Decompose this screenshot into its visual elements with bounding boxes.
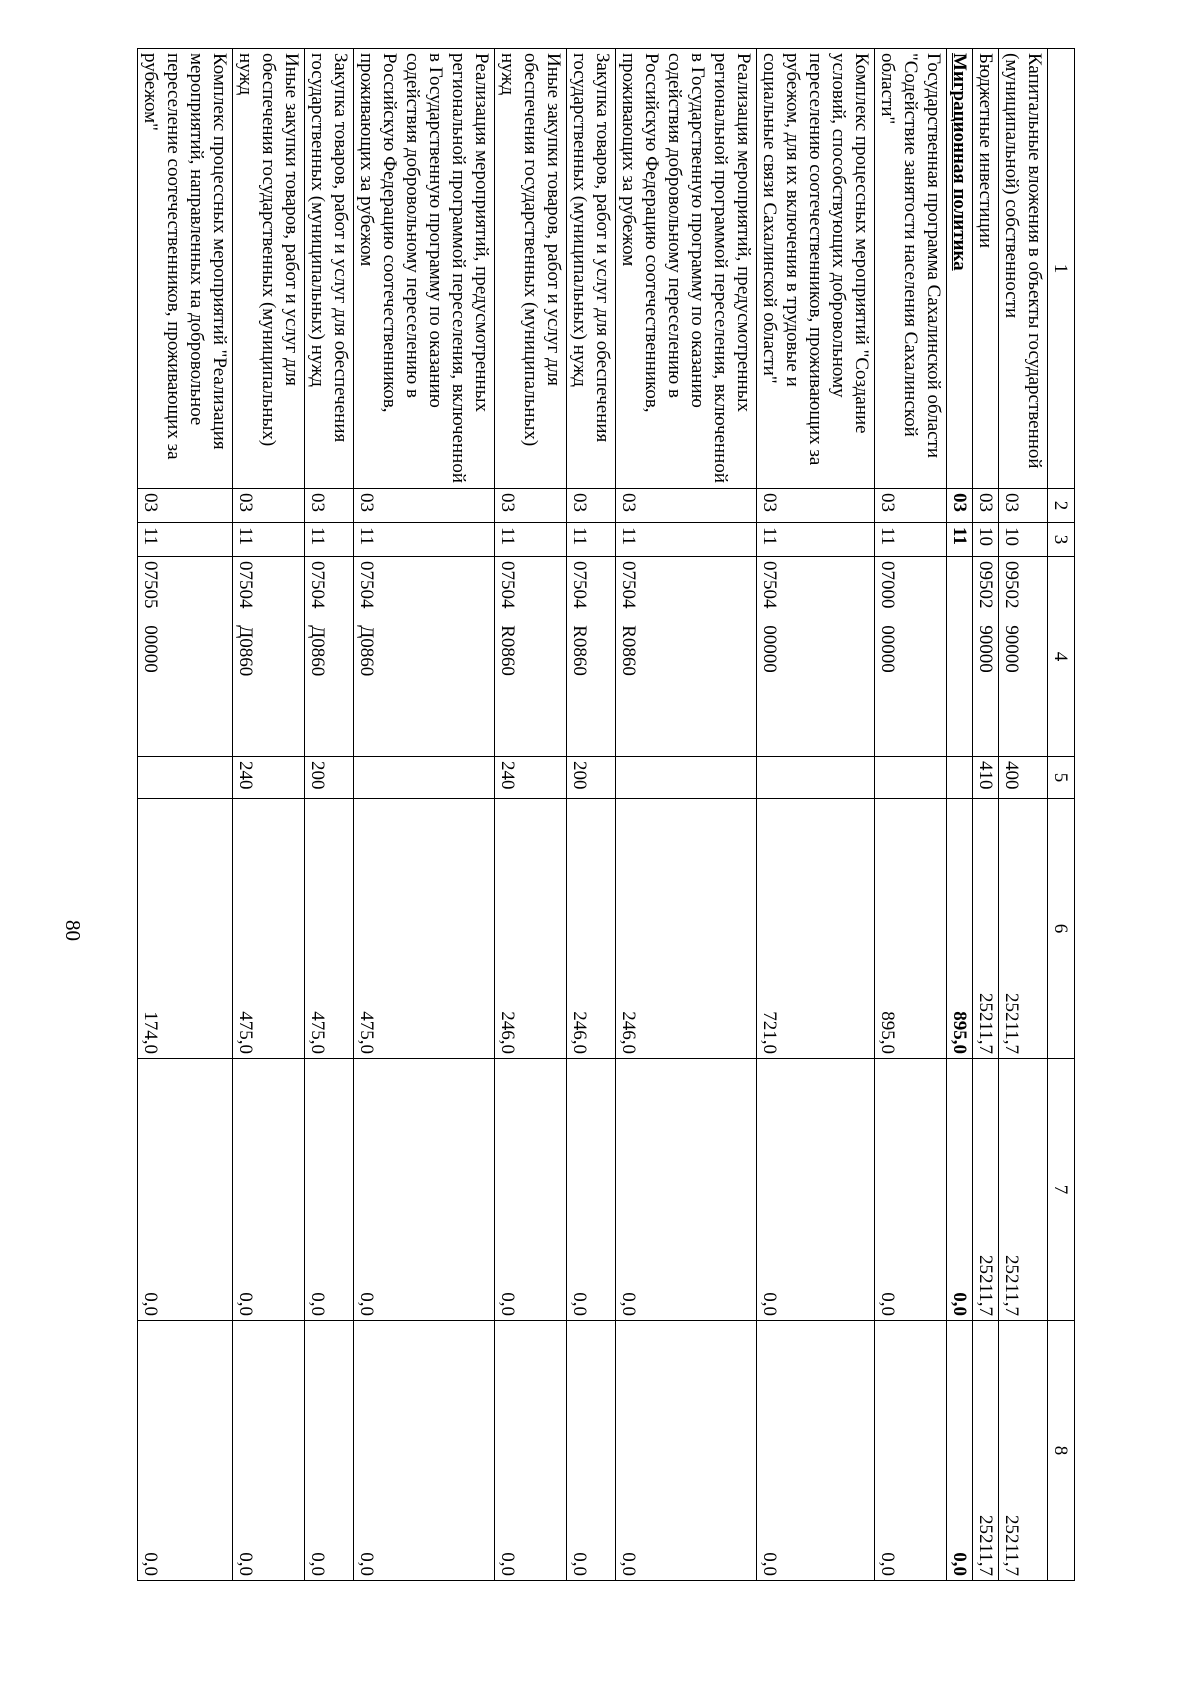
header-cell: 3: [1048, 523, 1075, 557]
subsection-cell: 10: [999, 523, 1048, 557]
table-row: [757, 49, 875, 1581]
subsection-cell: 11: [138, 523, 233, 557]
expense-type-cell: 200: [305, 757, 354, 799]
expense-type-cell: [757, 757, 875, 799]
amount-year3-cell: 0,0: [947, 1321, 973, 1581]
header-cell: 1: [1048, 49, 1075, 489]
amount-year2-cell: 25211,7: [973, 1059, 999, 1321]
expense-type-cell: [947, 757, 973, 799]
description-cell: Иные закупки товаров, работ и услуг для обеспечения государственных (муниципальных) нужд: [233, 49, 305, 489]
target-article-cell: 09502 90000: [999, 557, 1048, 757]
target-article-cell: 07504 00000: [757, 557, 875, 757]
amount-year1-cell: 475,0: [305, 799, 354, 1059]
target-article-cell: [947, 557, 973, 757]
expense-type-cell: 240: [495, 757, 567, 799]
target-article-cell: 09502 90000: [973, 557, 999, 757]
amount-year1-cell: 246,0: [616, 799, 757, 1059]
amount-year3-cell: 0,0: [233, 1321, 305, 1581]
description-cell: Иные закупки товаров, работ и услуг для обеспечения государственных (муниципальных) нужд: [495, 49, 567, 489]
amount-year3-cell: 0,0: [616, 1321, 757, 1581]
amount-year3-cell: 0,0: [138, 1321, 233, 1581]
header-cell: 7: [1048, 1059, 1075, 1321]
table-row: [875, 49, 947, 1581]
amount-year1-cell: 895,0: [947, 799, 973, 1059]
amount-year3-cell: 0,0: [757, 1321, 875, 1581]
amount-year2-cell: 0,0: [138, 1059, 233, 1321]
section-cell: 03: [305, 489, 354, 523]
expense-type-cell: 200: [567, 757, 616, 799]
subsection-cell: 11: [354, 523, 495, 557]
subsection-cell: 11: [947, 523, 973, 557]
header-cell: 6: [1048, 799, 1075, 1059]
amount-year3-cell: 25211,7: [999, 1321, 1048, 1581]
subsection-cell: 11: [757, 523, 875, 557]
header-cell: 5: [1048, 757, 1075, 799]
header-cell: 2: [1048, 489, 1075, 523]
expense-type-cell: [875, 757, 947, 799]
amount-year3-cell: 0,0: [875, 1321, 947, 1581]
target-article-cell: 07504 R0860: [616, 557, 757, 757]
amount-year1-cell: 25211,7: [973, 799, 999, 1059]
description-cell: Капитальные вложения в объекты государственной (муниципальной) собственности: [999, 49, 1048, 489]
section-cell: 03: [947, 489, 973, 523]
table-row: [354, 49, 495, 1581]
subsection-cell: 10: [973, 523, 999, 557]
target-article-cell: 07504 R0860: [495, 557, 567, 757]
section-cell: 03: [567, 489, 616, 523]
expense-type-cell: [138, 757, 233, 799]
description-cell: Закупка товаров, работ и услуг для обеспечения государственных (муниципальных) нужд: [567, 49, 616, 489]
table-row: [947, 49, 973, 1581]
amount-year1-cell: 25211,7: [999, 799, 1048, 1059]
amount-year3-cell: 0,0: [305, 1321, 354, 1581]
description-cell: Закупка товаров, работ и услуг для обеспечения государственных (муниципальных) нужд: [305, 49, 354, 489]
section-cell: 03: [875, 489, 947, 523]
header-cell: 4: [1048, 557, 1075, 757]
amount-year2-cell: 0,0: [495, 1059, 567, 1321]
page-number: 80: [61, 920, 85, 941]
header-row: [1048, 49, 1075, 1581]
target-article-cell: 07504 Д0860: [354, 557, 495, 757]
section-cell: 03: [999, 489, 1048, 523]
budget-table: [137, 48, 1075, 1581]
amount-year1-cell: 475,0: [354, 799, 495, 1059]
description-cell: Реализация мероприятий, предусмотренных региональной программой переселения, включенной в Государственную программу по оказанию содействия добровольному переселению в Российскую Федерацию соотечественников, проживающих за рубежом: [354, 49, 495, 489]
section-cell: 03: [495, 489, 567, 523]
budget-table-container: [138, 48, 1075, 1580]
table-row: [233, 49, 305, 1581]
amount-year3-cell: 0,0: [495, 1321, 567, 1581]
target-article-cell: 07505 00000: [138, 557, 233, 757]
table-row: [138, 49, 233, 1581]
table-row: [305, 49, 354, 1581]
subsection-cell: 11: [233, 523, 305, 557]
expense-type-cell: 410: [973, 757, 999, 799]
table-row: [616, 49, 757, 1581]
description-cell: Бюджетные инвестиции: [973, 49, 999, 489]
amount-year1-cell: 475,0: [233, 799, 305, 1059]
target-article-cell: 07000 00000: [875, 557, 947, 757]
amount-year2-cell: 0,0: [616, 1059, 757, 1321]
amount-year1-cell: 895,0: [875, 799, 947, 1059]
amount-year2-cell: 25211,7: [999, 1059, 1048, 1321]
table-row: [495, 49, 567, 1581]
expense-type-cell: [616, 757, 757, 799]
amount-year2-cell: 0,0: [875, 1059, 947, 1321]
expense-type-cell: 400: [999, 757, 1048, 799]
description-cell: Миграционная политика: [947, 49, 973, 489]
description-cell: Государственная программа Сахалинской области "Содействие занятости населения Сахалинской области": [875, 49, 947, 489]
amount-year2-cell: 0,0: [567, 1059, 616, 1321]
section-cell: 03: [138, 489, 233, 523]
description-cell: Комплекс процессных мероприятий "Реализация мероприятий, направленных на добровольное переселение соотечественников, проживающих за рубежом": [138, 49, 233, 489]
description-cell: Реализация мероприятий, предусмотренных региональной программой переселения, включенной в Государственную программу по оказанию содействия добровольному переселению в Российскую Федерацию соотечественников, проживающих за рубежом: [616, 49, 757, 489]
subsection-cell: 11: [305, 523, 354, 557]
amount-year2-cell: 0,0: [757, 1059, 875, 1321]
amount-year3-cell: 0,0: [354, 1321, 495, 1581]
target-article-cell: 07504 R0860: [567, 557, 616, 757]
amount-year3-cell: 0,0: [567, 1321, 616, 1581]
amount-year1-cell: 246,0: [495, 799, 567, 1059]
amount-year2-cell: 0,0: [354, 1059, 495, 1321]
amount-year1-cell: 174,0: [138, 799, 233, 1059]
subsection-cell: 11: [875, 523, 947, 557]
section-cell: 03: [757, 489, 875, 523]
table-body: [138, 49, 1048, 1581]
amount-year3-cell: 25211,7: [973, 1321, 999, 1581]
subsection-cell: 11: [567, 523, 616, 557]
description-cell: Комплекс процессных мероприятий "Создание условий, способствующих добровольному переселению соотечественников, проживающих за рубежом, для их включения в трудовые и социальные связи Сахалинской области": [757, 49, 875, 489]
amount-year2-cell: 0,0: [233, 1059, 305, 1321]
amount-year1-cell: 246,0: [567, 799, 616, 1059]
section-cell: 03: [616, 489, 757, 523]
amount-year1-cell: 721,0: [757, 799, 875, 1059]
table-row: [973, 49, 999, 1581]
expense-type-cell: 240: [233, 757, 305, 799]
section-cell: 03: [973, 489, 999, 523]
target-article-cell: 07504 Д0860: [233, 557, 305, 757]
table-row: [567, 49, 616, 1581]
subsection-cell: 11: [495, 523, 567, 557]
expense-type-cell: [354, 757, 495, 799]
subsection-cell: 11: [616, 523, 757, 557]
amount-year2-cell: 0,0: [305, 1059, 354, 1321]
section-cell: 03: [354, 489, 495, 523]
header-cell: 8: [1048, 1321, 1075, 1581]
amount-year2-cell: 0,0: [947, 1059, 973, 1321]
section-cell: 03: [233, 489, 305, 523]
target-article-cell: 07504 Д0860: [305, 557, 354, 757]
table-row: [999, 49, 1048, 1581]
